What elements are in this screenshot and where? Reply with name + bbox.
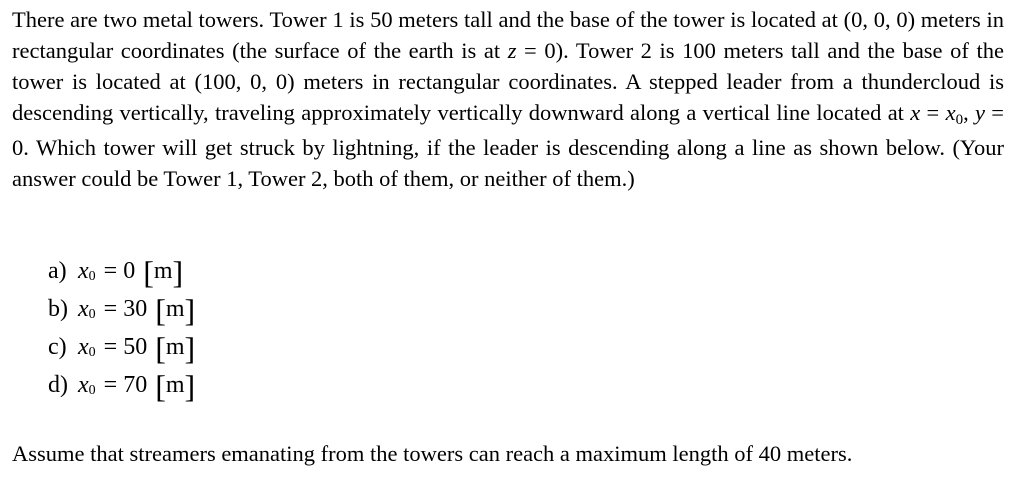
problem-text-2: = 0). Tower 2 is 100 meters tall and the base of the tower is located at (100, 0, 0) meters in rectangular coordinates. A stepped leader from a thundercloud is descending vertically, traveling approximately vertically downward along a vertical line located at (12, 38, 1004, 125)
option-variable: x (78, 333, 89, 360)
option-a (48, 252, 195, 290)
x-variable: x (910, 100, 921, 125)
option-value: 0 (123, 257, 136, 284)
option-value: 70 (123, 371, 148, 398)
option-value: 50 (123, 333, 148, 360)
problem-text-5: = 0. Which tower will get struck by lightning, if the leader is descending along a line as shown below. (Your answer could be Tower 1, Tower 2, both of them, or neither of them.) (12, 100, 1004, 191)
option-variable: x (78, 371, 89, 398)
option-unit: m (165, 295, 185, 322)
options-list (48, 252, 195, 404)
option-c (48, 328, 195, 366)
option-unit: m (165, 333, 185, 360)
option-unit: m (165, 371, 185, 398)
option-label: d) (48, 371, 68, 398)
option-bracket-close: ] (184, 292, 196, 328)
option-subscript: 0 (88, 307, 96, 322)
option-d (48, 366, 195, 404)
option-variable: x (78, 257, 89, 284)
option-unit: m (153, 257, 173, 284)
option-bracket-open: [ (143, 254, 154, 290)
option-bracket-open: [ (155, 292, 166, 328)
option-label: a) (48, 257, 67, 284)
option-label: b) (48, 295, 68, 322)
option-subscript: 0 (88, 345, 96, 360)
problem-text-3: = (920, 100, 946, 125)
option-bracket-close: ] (172, 254, 184, 290)
option-bracket-open: [ (155, 330, 166, 366)
problem-text-1: There are two metal towers. Tower 1 is 50 meters tall and the base of the tower is located at (0, 0, 0) meters in rectangular coordinates (the surface of the earth is at (12, 7, 1004, 63)
option-equals: = (103, 371, 118, 398)
option-bracket-open: [ (155, 368, 166, 404)
assumption-note: Assume that streamers emanating from the towers can reach a maximum length of 40 meters. (12, 441, 853, 466)
z-variable: z (507, 38, 517, 63)
option-subscript: 0 (88, 269, 96, 284)
option-equals: = (103, 333, 118, 360)
option-equals: = (103, 257, 118, 284)
problem-text-4: , (963, 100, 975, 125)
option-value: 30 (123, 295, 148, 322)
option-subscript: 0 (88, 383, 96, 398)
x0-subscript: 0 (955, 112, 964, 128)
x0-variable: x (945, 100, 956, 125)
y-variable: y (975, 100, 985, 125)
option-variable: x (78, 295, 89, 322)
option-b (48, 290, 195, 328)
problem-statement (12, 4, 1004, 194)
option-equals: = (103, 295, 118, 322)
option-label: c) (48, 333, 67, 360)
option-bracket-close: ] (184, 330, 196, 366)
option-bracket-close: ] (184, 368, 196, 404)
